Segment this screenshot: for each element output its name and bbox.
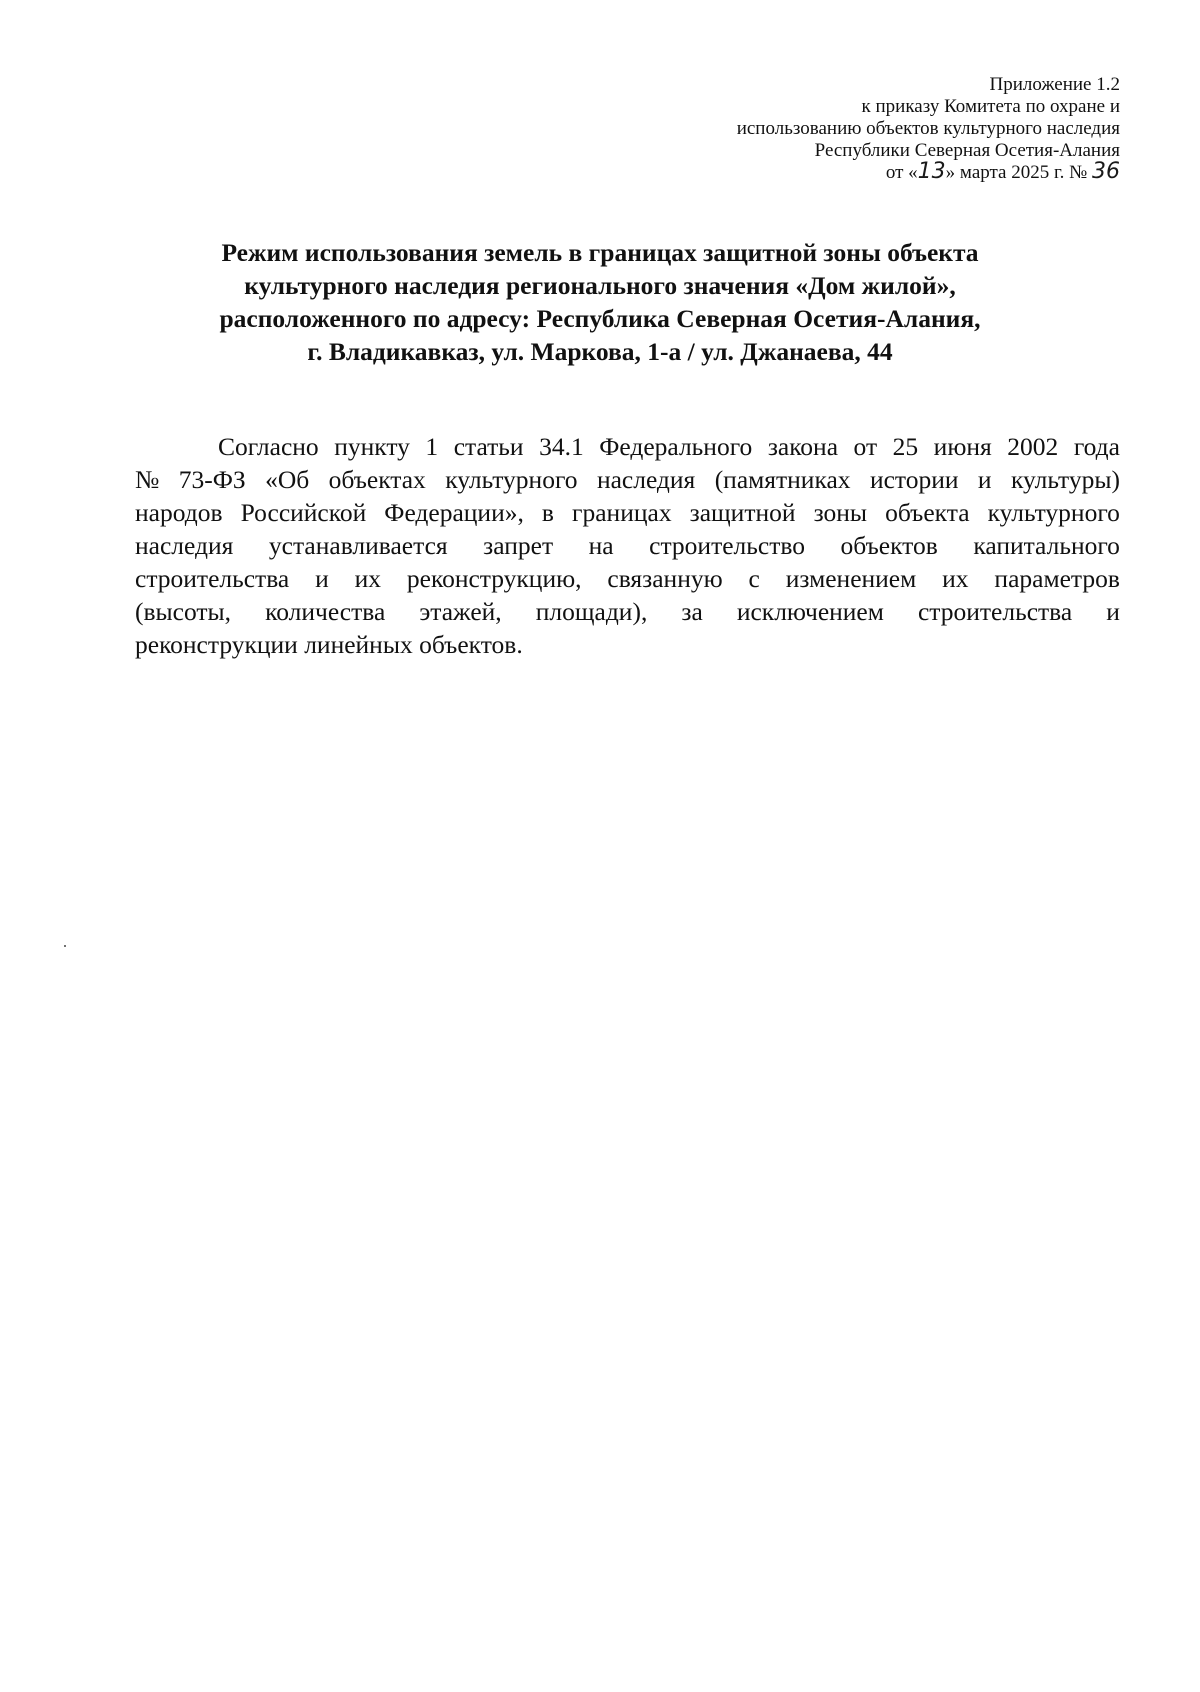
appendix-header (520, 74, 1120, 184)
word: года (1073, 432, 1120, 461)
word: закона (767, 432, 839, 461)
word: Российской (240, 498, 367, 527)
body-line-2 (135, 463, 1120, 496)
title-line-2: культурного наследия регионального значения «Дом жилой», (244, 271, 956, 300)
word: июня (933, 432, 992, 461)
word: и (1106, 597, 1120, 626)
body-line-5 (135, 562, 1120, 595)
word: изменением (785, 564, 917, 593)
word: зоны (813, 498, 868, 527)
word: 1 (425, 432, 439, 461)
word: Федерального (599, 432, 753, 461)
word: за (681, 597, 703, 626)
body-line-3 (135, 496, 1120, 529)
word: с (748, 564, 760, 593)
word: 34.1 (539, 432, 584, 461)
word: на (588, 531, 614, 560)
body-line-1 (135, 430, 1120, 463)
word: капитального (973, 531, 1120, 560)
word: культурного (987, 498, 1120, 527)
word: их (942, 564, 969, 593)
word: строительства (135, 564, 290, 593)
word: культуры) (1010, 465, 1120, 494)
body-line-4 (135, 529, 1120, 562)
word: пункту (334, 432, 410, 461)
word: объектов (840, 531, 938, 560)
body-paragraph (135, 430, 1120, 661)
word: № (135, 465, 160, 494)
title-line-4: г. Владикавказ, ул. Маркова, 1-а / ул. Джанаева, 44 (307, 337, 893, 366)
appendix-label: Приложение 1.2 (989, 74, 1120, 95)
order-date-line (520, 159, 1120, 184)
republic-line: Республики Северная Осетия-Алания (814, 140, 1120, 161)
word: параметров (994, 564, 1120, 593)
word: (памятниках (714, 465, 851, 494)
title-line-1: Режим использования земель в границах защитной зоны объекта (221, 238, 979, 267)
word: 73-ФЗ (178, 465, 246, 494)
word: истории (869, 465, 959, 494)
word: количества (265, 597, 386, 626)
date-prefix: от « (885, 162, 918, 183)
date-middle: » марта 2025 г. № (945, 162, 1092, 183)
word: «Об (265, 465, 310, 494)
word: Федерации», (384, 498, 524, 527)
word: (высоты, (135, 597, 232, 626)
word: объектах (328, 465, 426, 494)
word: строительства (917, 597, 1073, 626)
word: объекта (885, 498, 970, 527)
word: в (541, 498, 554, 527)
word: устанавливается (268, 531, 448, 560)
word: от (853, 432, 878, 461)
word: связанную (607, 564, 723, 593)
word: 2002 (1007, 432, 1059, 461)
word: защитной (689, 498, 796, 527)
word: реконструкцию, (406, 564, 582, 593)
word: культурного (445, 465, 578, 494)
word: их (354, 564, 382, 593)
scan-speck (64, 945, 66, 947)
word: площади), (535, 597, 648, 626)
word: строительство (649, 531, 805, 560)
committee-line: использованию объектов культурного наследия (736, 118, 1120, 139)
word: границах (572, 498, 672, 527)
word: запрет (483, 531, 554, 560)
handwritten-order-number: 36 (1092, 159, 1120, 184)
body-line-7: реконструкции линейных объектов. (135, 630, 523, 659)
order-reference-line: к приказу Комитета по охране и (861, 96, 1120, 117)
word: исключением (736, 597, 884, 626)
body-line-6 (135, 595, 1120, 628)
word: и (315, 564, 329, 593)
word: наследия (596, 465, 696, 494)
word: статьи (453, 432, 524, 461)
word: народов (135, 498, 223, 527)
document-title (150, 236, 1050, 368)
word: этажей, (419, 597, 502, 626)
word: 25 (892, 432, 919, 461)
title-line-3: расположенного по адресу: Республика Северная Осетия-Алания, (219, 304, 981, 333)
word: и (977, 465, 992, 494)
word: наследия (135, 531, 234, 560)
handwritten-day: 13 (917, 159, 946, 184)
word: Согласно (218, 432, 319, 461)
